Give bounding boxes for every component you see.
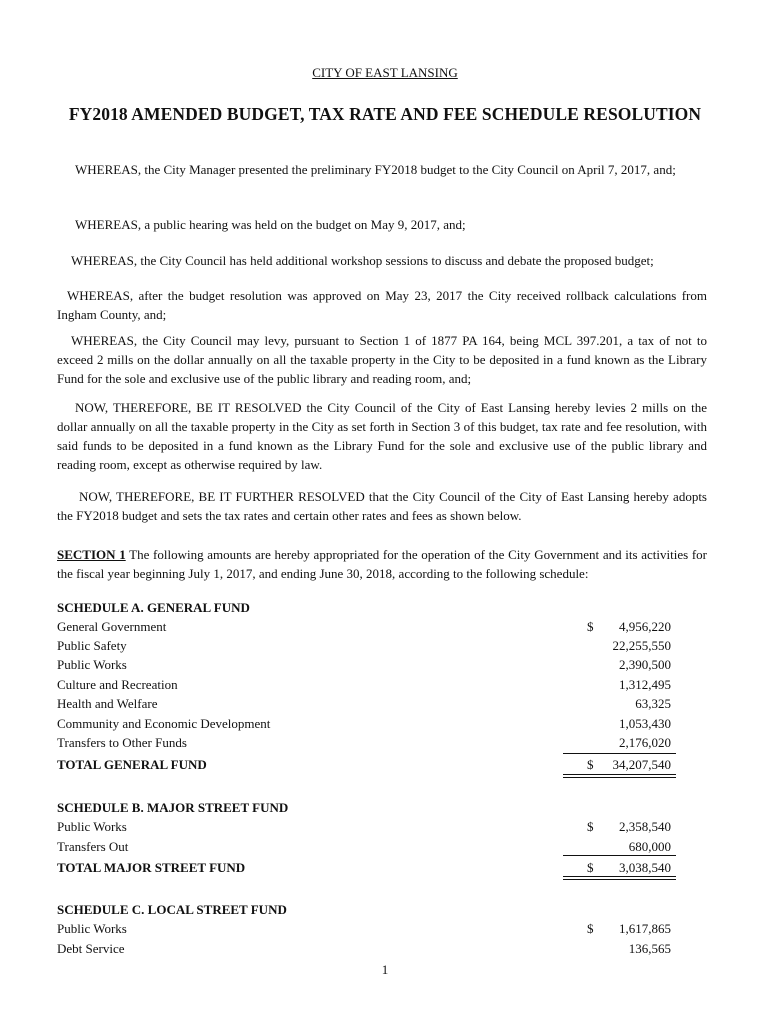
resolution-title: FY2018 AMENDED BUDGET, TAX RATE AND FEE SCHEDULE RESOLUTION (68, 104, 702, 124)
total-label: TOTAL GENERAL FUND (57, 757, 207, 772)
currency-symbol: $ (587, 757, 594, 772)
schedule-a-row (57, 619, 677, 638)
line-item-label: Community and Economic Development (57, 716, 271, 731)
line-item-label: Transfers Out (57, 839, 129, 854)
line-item-amount: 63,325 (635, 696, 671, 711)
line-item-amount: 4,956,220 (619, 619, 671, 634)
subtotal-rule (563, 753, 676, 754)
schedule-a-row (57, 716, 677, 735)
line-item-label: Public Safety (57, 638, 127, 653)
schedule-a-row (57, 696, 677, 715)
currency-symbol: $ (587, 819, 594, 834)
currency-symbol: $ (587, 921, 594, 936)
line-item-amount: 136,565 (628, 941, 671, 956)
schedule-c-heading: SCHEDULE C. LOCAL STREET FUND (57, 902, 287, 917)
total-double-rule (563, 876, 676, 880)
paragraph-resolved-2: NOW, THEREFORE, BE IT FURTHER RESOLVED that the City Council of the City of East Lansing hereby adopts the FY2018 budget and sets the tax rates and certain other rates and fees as shown below. (57, 489, 707, 523)
schedule-b-heading: SCHEDULE B. MAJOR STREET FUND (57, 800, 289, 815)
section-1-text: The following amounts are hereby appropriated for the operation of the City Government and its activities for the fiscal year beginning July 1, 2017, and ending June 30, 2018, according to the following schedule: (57, 547, 707, 581)
line-item-label: Debt Service (57, 941, 125, 956)
total-double-rule (563, 774, 676, 778)
paragraph-whereas-2: WHEREAS, a public hearing was held on the budget on May 9, 2017, and; (75, 217, 466, 232)
line-item-label: Transfers to Other Funds (57, 735, 187, 750)
total-label: TOTAL MAJOR STREET FUND (57, 860, 246, 875)
line-item-label: Public Works (57, 921, 127, 936)
line-item-amount: 22,255,550 (612, 638, 671, 653)
total-amount: 34,207,540 (612, 757, 671, 772)
section-1-label: SECTION 1 (57, 547, 126, 562)
line-item-amount: 1,053,430 (619, 716, 671, 731)
schedule-c-row (57, 941, 677, 960)
paragraph-whereas-3: WHEREAS, the City Council has held additional workshop sessions to discuss and debate the proposed budget; (71, 253, 654, 268)
line-item-amount: 1,617,865 (619, 921, 671, 936)
schedule-c-row (57, 921, 677, 940)
line-item-amount: 2,358,540 (619, 819, 671, 834)
section-1-paragraph (57, 545, 707, 583)
schedule-a-heading: SCHEDULE A. GENERAL FUND (57, 600, 250, 615)
line-item-amount: 1,312,495 (619, 677, 671, 692)
schedule-a-row (57, 657, 677, 676)
total-amount: 3,038,540 (619, 860, 671, 875)
paragraph-resolved-1: NOW, THEREFORE, BE IT RESOLVED the City Council of the City of East Lansing hereby levies 2 mills on the dollar annually on all the taxable property in the City as set forth in Section 3 of this budget, tax rate and fee resolution, with said funds to be deposited in a fund known as the Library Fund for the sole and exclusive use of the public library and reading room, except as otherwise required by law. (57, 400, 707, 472)
line-item-amount: 2,390,500 (619, 657, 671, 672)
paragraph-whereas-4: WHEREAS, after the budget resolution was approved on May 23, 2017 the City received rollback calculations from Ingham County, and; (57, 288, 707, 322)
currency-symbol: $ (587, 619, 594, 634)
schedule-a-row (57, 677, 677, 696)
line-item-amount: 680,000 (628, 839, 671, 854)
paragraph-whereas-1: WHEREAS, the City Manager presented the preliminary FY2018 budget to the City Council on April 7, 2017, and; (75, 162, 676, 177)
schedule-a-row (57, 735, 677, 754)
line-item-label: Health and Welfare (57, 696, 158, 711)
schedule-a-row (57, 638, 677, 657)
line-item-label: Public Works (57, 819, 127, 834)
line-item-label: Culture and Recreation (57, 677, 178, 692)
line-item-label: General Government (57, 619, 167, 634)
city-name: CITY OF EAST LANSING (312, 65, 458, 80)
page-number: 1 (381, 962, 389, 977)
subtotal-rule (563, 855, 676, 856)
schedule-b-row (57, 819, 677, 838)
currency-symbol: $ (587, 860, 594, 875)
line-item-label: Public Works (57, 657, 127, 672)
paragraph-whereas-5: WHEREAS, the City Council may levy, pursuant to Section 1 of 1877 PA 164, being MCL 397.201, a tax of not to exceed 2 mills on the dollar annually on all the taxable property in the City to be deposited in a fund known as the Library Fund for the sole and exclusive use of the public library and reading room, and; (57, 333, 707, 386)
line-item-amount: 2,176,020 (619, 735, 671, 750)
